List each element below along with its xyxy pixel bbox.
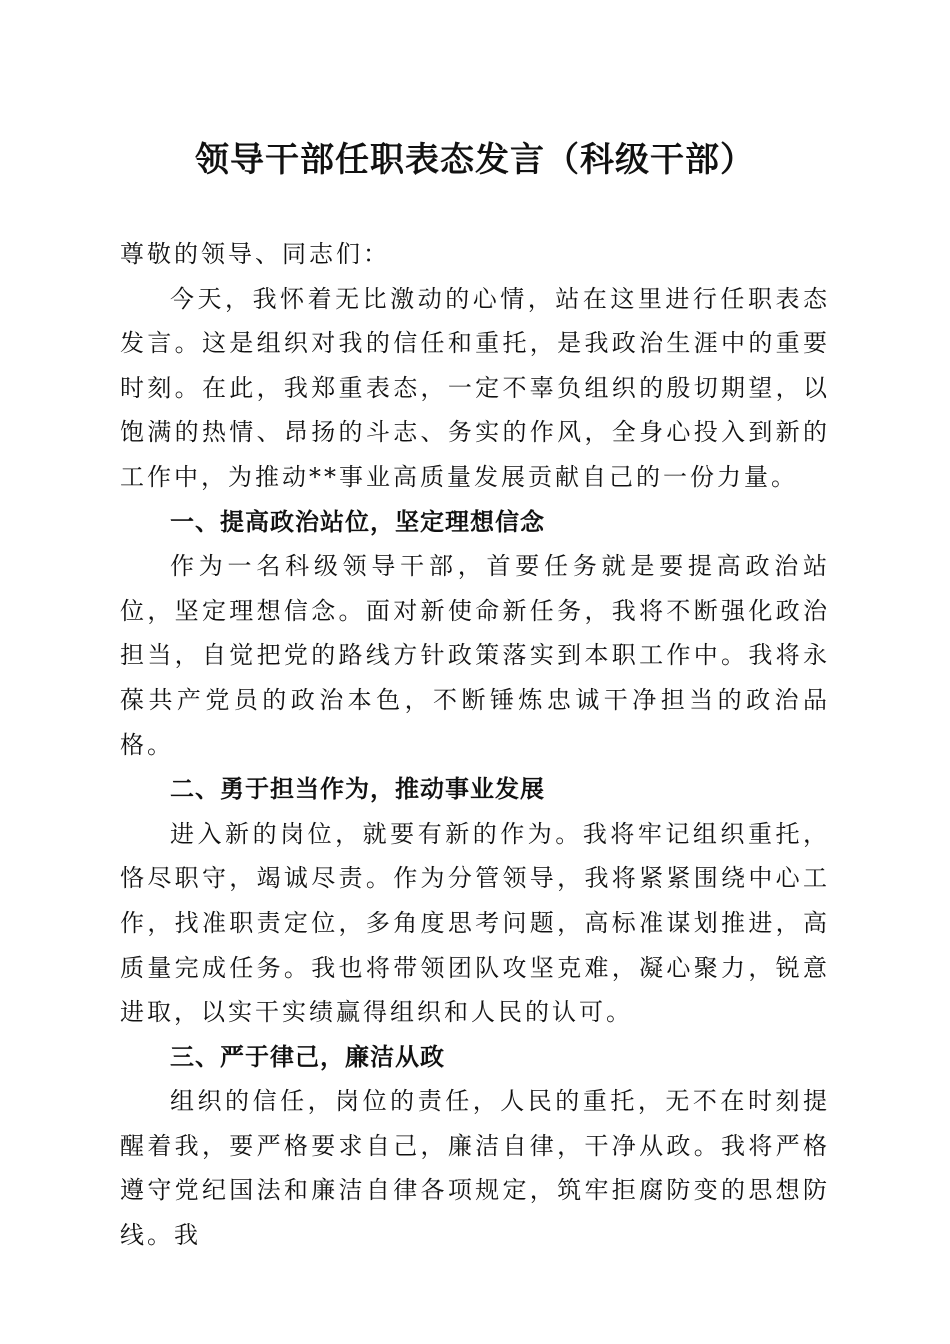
document-title: 领导干部任职表态发言（科级干部）	[195, 140, 755, 180]
section-body-3: 组织的信任，岗位的责任，人民的重托，无不在时刻提醒着我，要严格要求自己，廉洁自律，干净从政。我将严格遵守党纪国法和廉洁自律各项规定，筑牢拒腐防变的思想防线。我	[120, 1087, 830, 1250]
section-body-2: 进入新的岗位，就要有新的作为。我将牢记组织重托，恪尽职守，竭诚尽责。作为分管领导，我将紧紧围绕中心工作，找准职责定位，多角度思考问题，高标准谋划推进，高质量完成任务。我也将带领团队攻坚克难，凝心聚力，锐意进取，以实干实绩赢得组织和人民的认可。	[120, 819, 830, 1027]
section-heading-1: 一、提高政治站位，坚定理想信念	[170, 507, 545, 536]
intro-paragraph: 今天，我怀着无比激动的心情，站在这里进行任职表态发言。这是组织对我的信任和重托，是我政治生涯中的重要时刻。在此，我郑重表态，一定不辜负组织的殷切期望，以饱满的热情、昂扬的斗志、务实的作风，全身心投入到新的工作中，为推动**事业高质量发展贡献自己的一份力量。	[120, 284, 830, 491]
document-body	[120, 232, 830, 1258]
greeting: 尊敬的领导、同志们：	[120, 240, 390, 268]
section-body-1: 作为一名科级领导干部，首要任务就是要提高政治站位，坚定理想信念。面对新使命新任务，我将不断强化政治担当，自觉把党的路线方针政策落实到本职工作中。我将永葆共产党员的政治本色，不断锤炼忠诚干净担当的政治品格。	[120, 552, 830, 759]
section-heading-2: 二、勇于担当作为，推动事业发展	[170, 775, 545, 804]
section-heading-3: 三、严于律己，廉洁从政	[170, 1042, 445, 1071]
